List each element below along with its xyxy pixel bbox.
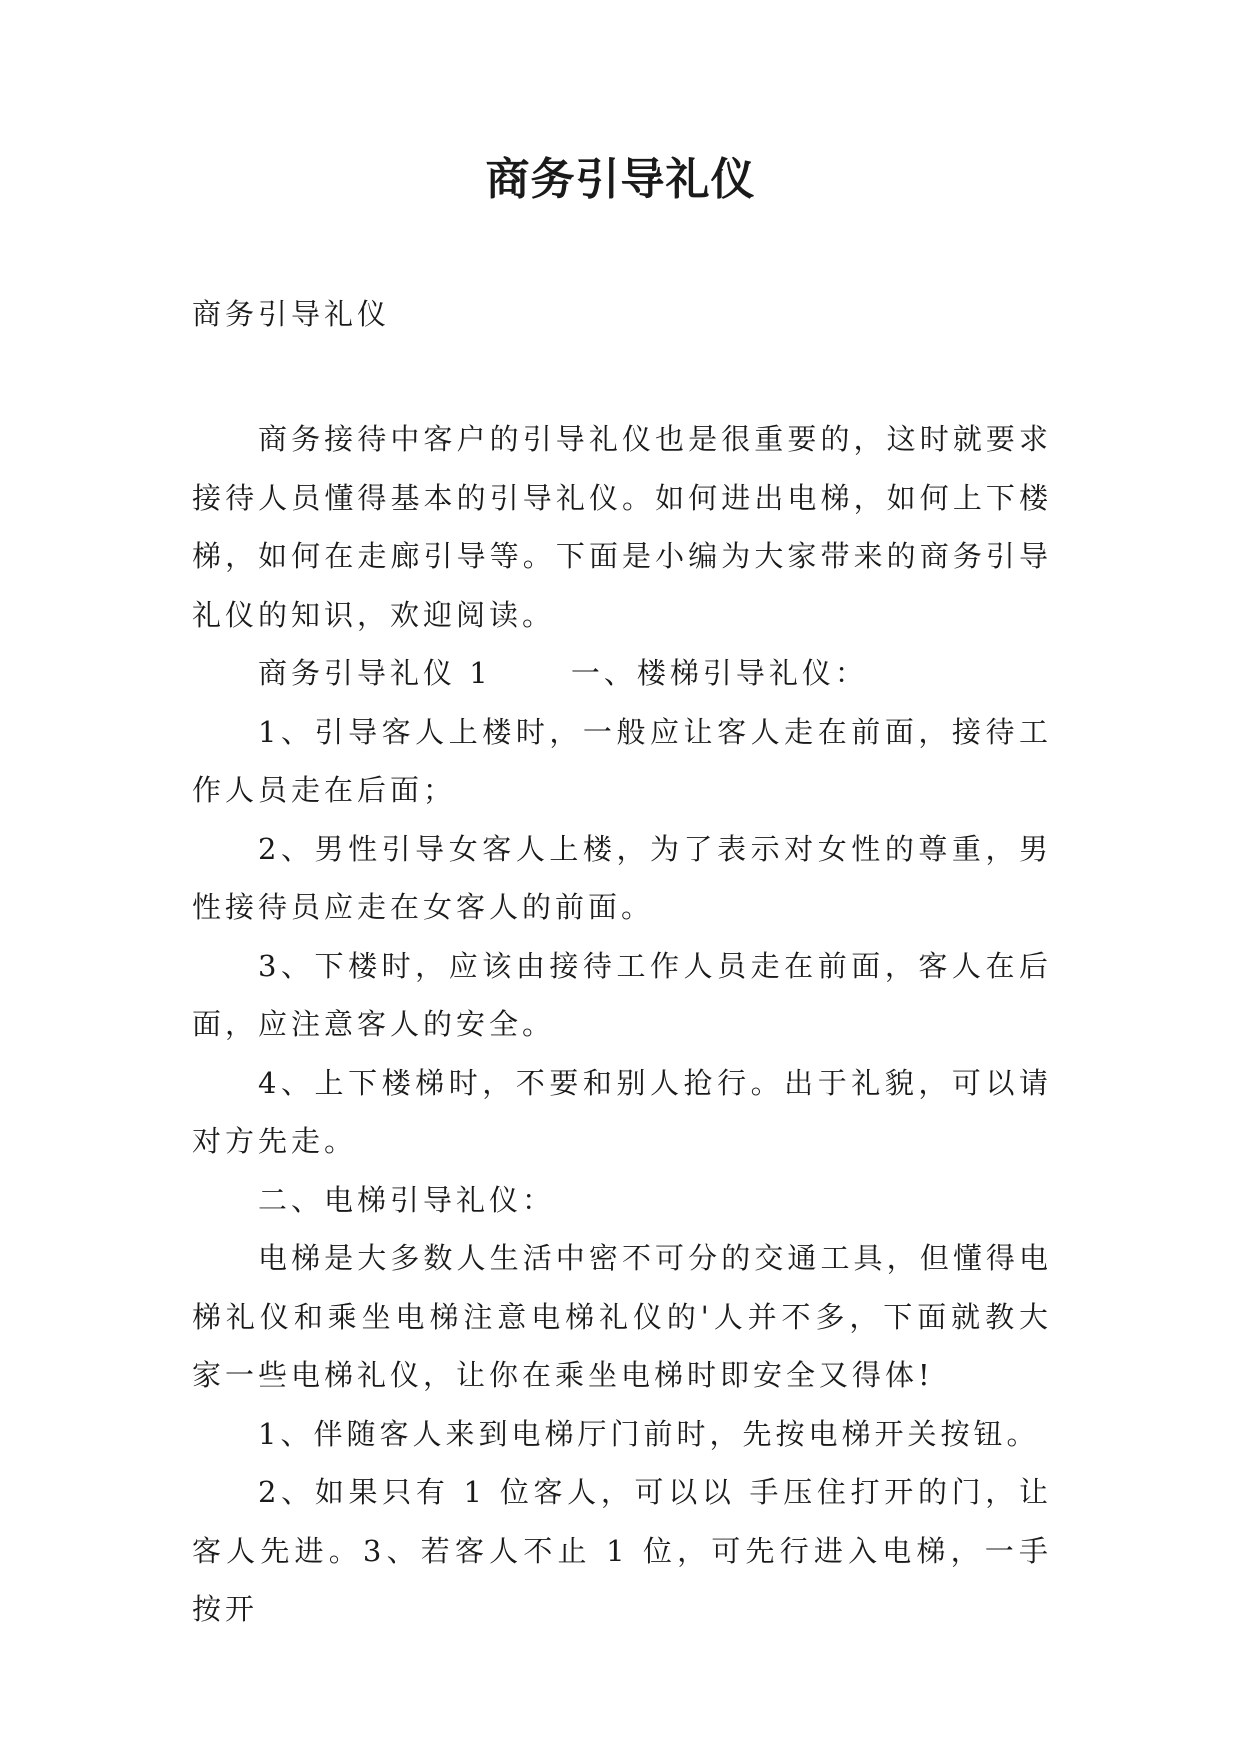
paragraph-stairs-1: 1、引导客人上楼时，一般应让客人走在前面，接待工作人员走在后面； [192, 714, 1052, 807]
paragraph-intro: 商务接待中客户的引导礼仪也是很重要的，这时就要求接待人员懂得基本的引导礼仪。如何进出电梯，如何上下楼梯，如何在走廊引导等。下面是小编为大家带来的商务引导礼仪的知识，欢迎阅读。 [192, 422, 1052, 632]
paragraph-stairs-2: 2、男性引导女客人上楼，为了表示对女性的尊重，男性接待员应走在女客人的前面。 [192, 831, 1052, 924]
paragraph-elevator-1: 1、伴随客人来到电梯厅门前时，先按电梯开关按钮。 [258, 1416, 1040, 1451]
paragraph-stairs-4: 4、上下楼梯时，不要和别人抢行。出于礼貌，可以请对方先走。 [192, 1065, 1052, 1158]
document-subtitle: 商务引导礼仪 [192, 297, 391, 331]
document-body [192, 410, 1052, 1639]
paragraph-elevator-intro: 电梯是大多数人生活中密不可分的交通工具，但懂得电梯礼仪和乘坐电梯注意电梯礼仪的'人并不多，下面就教大家一些电梯礼仪，让你在乘坐电梯时即安全又得体! [192, 1241, 1052, 1392]
paragraph-elevator-2: 2、如果只有 1 位客人，可以以 手压住打开的门，让客人先进。3、若客人不止 1 位，可先行进入电梯，一手按开 [192, 1475, 1052, 1626]
paragraph-stairs-heading: 商务引导礼仪 1 一、楼梯引导礼仪： [258, 656, 868, 690]
paragraph-elevator-heading: 二、电梯引导礼仪： [258, 1182, 556, 1217]
paragraph-stairs-3: 3、下楼时，应该由接待工作人员走在前面，客人在后面，应注意客人的安全。 [192, 948, 1052, 1041]
document-title: 商务引导礼仪 [485, 154, 756, 205]
